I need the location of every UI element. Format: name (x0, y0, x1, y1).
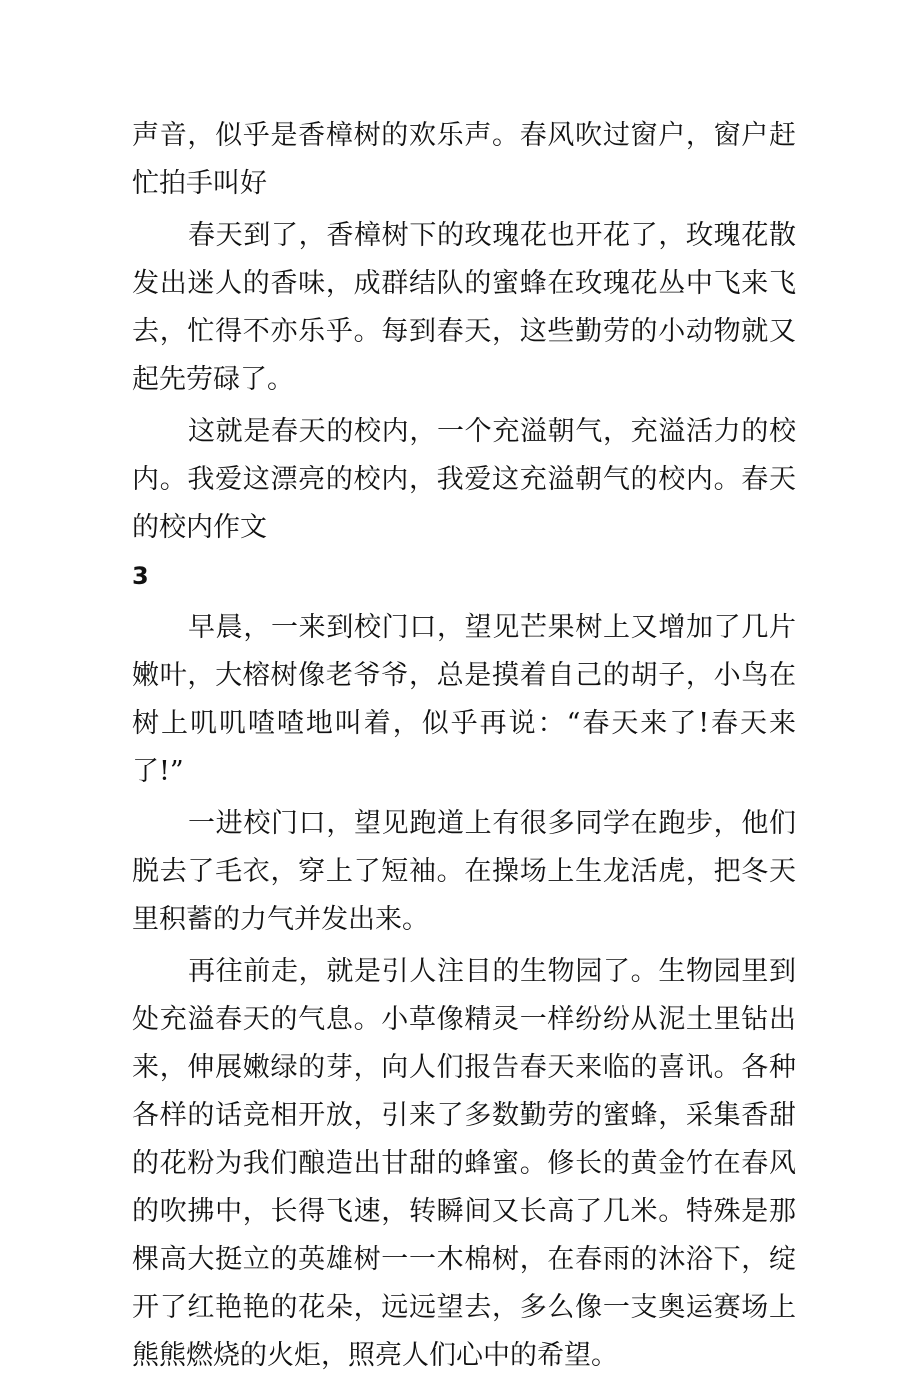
section-number: 3 (132, 562, 149, 590)
paragraph-2: 春天到了，香樟树下的玫瑰花也开花了，玫瑰花散发出迷人的香味，成群结队的蜜蜂在玫瑰花丛中飞来飞去，忙得不亦乐乎。每到春天，这些勤劳的小动物就又起先劳碌了。 (132, 220, 796, 395)
paragraph-5: 一进校门口，望见跑道上有很多同学在跑步，他们脱去了毛衣，穿上了短袖。在操场上生龙活虎，把冬天里积蓄的力气并发出来。 (132, 808, 796, 935)
paragraph-3 (132, 408, 796, 600)
paragraph-3-text: 这就是春天的校内，一个充溢朝气，充溢活力的校内。我爱这漂亮的校内，我爱这充溢朝气的校内。春天的校内作文 (132, 416, 796, 543)
paragraph-4: 早晨，一来到校门口，望见芒果树上又增加了几片嫩叶，大榕树像老爷爷，总是摸着自己的胡子，小鸟在树上叽叽喳喳地叫着，似乎再说：“春天来了!春天来了!” (132, 612, 796, 787)
paragraph-6: 再往前走，就是引人注目的生物园了。生物园里到处充溢春天的气息。小草像精灵一样纷纷从泥土里钻出来，伸展嫩绿的芽，向人们报告春天来临的喜讯。各种各样的话竞相开放，引来了多数勤劳的蜜蜂，采集香甜的花粉为我们酿造出甘甜的蜂蜜。修长的黄金竹在春风的吹拂中，长得飞速，转瞬间又长高了几米。特殊是那棵高大挺立的英雄树一一木棉树，在春雨的沐浴下，绽开了红艳艳的花朵，远远望去，多么像一支奥运赛场上熊熊燃烧的火炬，照亮人们心中的希望。 (132, 956, 796, 1371)
paragraph-1: 声音，似乎是香樟树的欢乐声。春风吹过窗户，窗户赶忙拍手叫好 (132, 120, 796, 199)
document-page (132, 112, 796, 1384)
